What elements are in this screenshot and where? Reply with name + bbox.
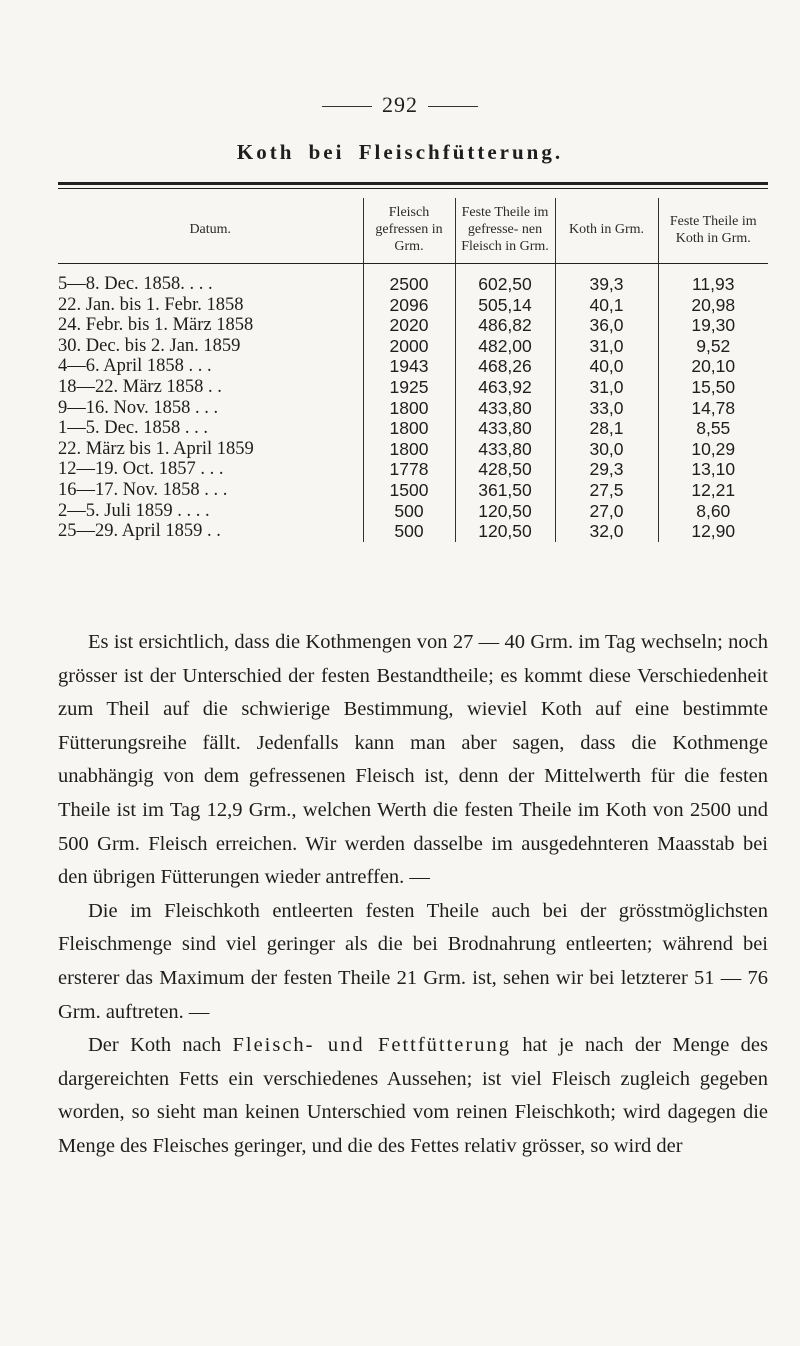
table-header-row	[58, 198, 768, 264]
cell-datum: 25—29. April 1859 . .	[58, 521, 221, 542]
cell-feste-theile-fleisch: 486,82	[455, 315, 555, 336]
cell-feste-theile-koth: 19,30	[658, 315, 768, 336]
cell-fleisch: 2500	[363, 264, 455, 295]
cell-koth: 27,5	[555, 480, 658, 501]
paragraph-lead: Der Koth nach	[88, 1034, 222, 1057]
cell-feste-theile-koth: 8,60	[658, 501, 768, 522]
body-text	[58, 626, 768, 1164]
cell-koth: 39,3	[555, 264, 658, 295]
cell-koth: 31,0	[555, 377, 658, 398]
cell-fleisch: 2096	[363, 295, 455, 316]
header-feste-theile-fleisch: Feste Theile im gefresse- nen Fleisch in Grm.	[455, 198, 555, 264]
cell-fleisch: 1925	[363, 377, 455, 398]
cell-datum: 9—16. Nov. 1858 . . .	[58, 397, 219, 418]
paragraph: Die im Fleischkoth entleerten festen Theile auch bei der grösstmöglichsten Fleischmenge sind viel geringer als die bei Brodnahrung entleerten; während bei ersterer das Maximum der festen Theile 21 Grm. ist, sehen wir bei letzterer 51 — 76 Grm. auftreten. —	[58, 899, 768, 1023]
cell-feste-theile-fleisch: 433,80	[455, 439, 555, 460]
cell-fleisch: 1800	[363, 418, 455, 439]
header-koth: Koth in Grm.	[555, 198, 658, 264]
cell-datum: 1—5. Dec. 1858 . . .	[58, 418, 209, 439]
header-datum: Datum.	[58, 198, 363, 264]
cell-koth: 36,0	[555, 315, 658, 336]
cell-feste-theile-fleisch: 602,50	[455, 264, 555, 295]
cell-koth: 30,0	[555, 439, 658, 460]
cell-feste-theile-fleisch: 120,50	[455, 521, 555, 542]
cell-datum: 18—22. März 1858 . .	[58, 376, 222, 397]
cell-fleisch: 2020	[363, 315, 455, 336]
header-feste-theile-koth: Feste Theile im Koth in Grm.	[658, 198, 768, 264]
cell-datum: 16—17. Nov. 1858 . . .	[58, 479, 228, 500]
paragraph: Es ist ersichtlich, dass die Kothmengen von 27 — 40 Grm. im Tag wechseln; noch grösser ist der Unterschied der festen Bestandtheile; es kommt diese Verschiedenheit zum Theil auf die schwierige Bestimmung, wieviel Koth auf eine bestimmte Fütterungsreihe fällt. Jedenfalls kann man aber sagen, dass die Kothmenge unabhängig von dem gefressenen Fleisch ist, denn der Mittelwerth für die festen Theile ist im Tag 12,9 Grm., welchen Werth die festen Theile im Koth von 2500 und 500 Grm. Fleisch erreichen. Wir werden dasselbe im ausgedehnteren Maasstab bei den übrigen Fütterungen wieder antreffen. —	[58, 631, 768, 889]
page-number	[0, 92, 800, 118]
cell-feste-theile-fleisch: 120,50	[455, 501, 555, 522]
cell-feste-theile-koth: 9,52	[658, 336, 768, 357]
section-title: Koth bei Fleischfütterung.	[236, 140, 564, 164]
page-number-dash-right	[428, 106, 478, 107]
cell-feste-theile-fleisch: 428,50	[455, 459, 555, 480]
cell-fleisch: 1500	[363, 480, 455, 501]
cell-feste-theile-koth: 14,78	[658, 398, 768, 419]
cell-koth: 29,3	[555, 459, 658, 480]
cell-feste-theile-fleisch: 433,80	[455, 418, 555, 439]
cell-feste-theile-fleisch: 468,26	[455, 356, 555, 377]
cell-feste-theile-koth: 10,29	[658, 439, 768, 460]
cell-feste-theile-koth: 12,90	[658, 521, 768, 542]
table-top-rule	[58, 182, 768, 185]
cell-feste-theile-fleisch: 482,00	[455, 336, 555, 357]
cell-datum: 22. März bis 1. April 1859	[58, 438, 254, 459]
cell-fleisch: 1943	[363, 356, 455, 377]
paragraph-rest: hat je nach der Menge des dargereichten Fetts ein verschiedenes Aussehen; ist viel Fleisch zugleich gegeben worden, so sieht man keinen Unterschied vom reinen Fleischkoth; wird dagegen die Menge des Fleisches geringer, und die des Fettes relativ grösser, so wird der	[58, 1034, 768, 1157]
table-row	[58, 480, 768, 501]
table-row	[58, 356, 768, 377]
table-row	[58, 295, 768, 316]
data-table	[58, 198, 768, 542]
cell-feste-theile-koth: 20,10	[658, 356, 768, 377]
cell-feste-theile-koth: 8,55	[658, 418, 768, 439]
cell-feste-theile-fleisch: 361,50	[455, 480, 555, 501]
table-row	[58, 439, 768, 460]
table-row	[58, 521, 768, 542]
cell-feste-theile-fleisch: 433,80	[455, 398, 555, 419]
table-row	[58, 264, 768, 295]
cell-fleisch: 1778	[363, 459, 455, 480]
cell-fleisch: 1800	[363, 439, 455, 460]
header-fleisch: Fleisch gefressen in Grm.	[363, 198, 455, 264]
table-body	[58, 264, 768, 542]
cell-datum: 2—5. Juli 1859 . . . .	[58, 500, 210, 521]
table-row	[58, 336, 768, 357]
table-row	[58, 501, 768, 522]
cell-koth: 28,1	[555, 418, 658, 439]
cell-koth: 33,0	[555, 398, 658, 419]
cell-koth: 40,1	[555, 295, 658, 316]
cell-koth: 40,0	[555, 356, 658, 377]
cell-feste-theile-fleisch: 505,14	[455, 295, 555, 316]
cell-datum: 12—19. Oct. 1857 . . .	[58, 459, 224, 480]
cell-feste-theile-koth: 12,21	[658, 480, 768, 501]
cell-datum: 4—6. April 1858 . . .	[58, 356, 212, 377]
cell-fleisch: 2000	[363, 336, 455, 357]
table-top-rule-thin	[58, 188, 768, 189]
cell-datum: 22. Jan. bis 1. Febr. 1858	[58, 294, 244, 315]
table-row	[58, 377, 768, 398]
cell-datum: 5—8. Dec. 1858. . . .	[58, 274, 213, 294]
cell-datum: 24. Febr. bis 1. März 1858	[58, 315, 254, 336]
cell-datum: 30. Dec. bis 2. Jan. 1859	[58, 335, 241, 356]
page-number-text: 292	[382, 92, 418, 117]
cell-koth: 32,0	[555, 521, 658, 542]
emphasized-term: Fleisch- und Fettfütterung	[232, 1034, 511, 1057]
cell-feste-theile-koth: 13,10	[658, 459, 768, 480]
paragraph	[58, 1029, 768, 1163]
table-row	[58, 315, 768, 336]
cell-fleisch: 1800	[363, 398, 455, 419]
cell-feste-theile-koth: 15,50	[658, 377, 768, 398]
cell-fleisch: 500	[363, 501, 455, 522]
cell-koth: 31,0	[555, 336, 658, 357]
cell-koth: 27,0	[555, 501, 658, 522]
cell-fleisch: 500	[363, 521, 455, 542]
cell-feste-theile-koth: 20,98	[658, 295, 768, 316]
page-number-dash-left	[322, 106, 372, 107]
table-row	[58, 398, 768, 419]
cell-feste-theile-fleisch: 463,92	[455, 377, 555, 398]
table-row	[58, 459, 768, 480]
table-row	[58, 418, 768, 439]
cell-feste-theile-koth: 11,93	[658, 264, 768, 295]
